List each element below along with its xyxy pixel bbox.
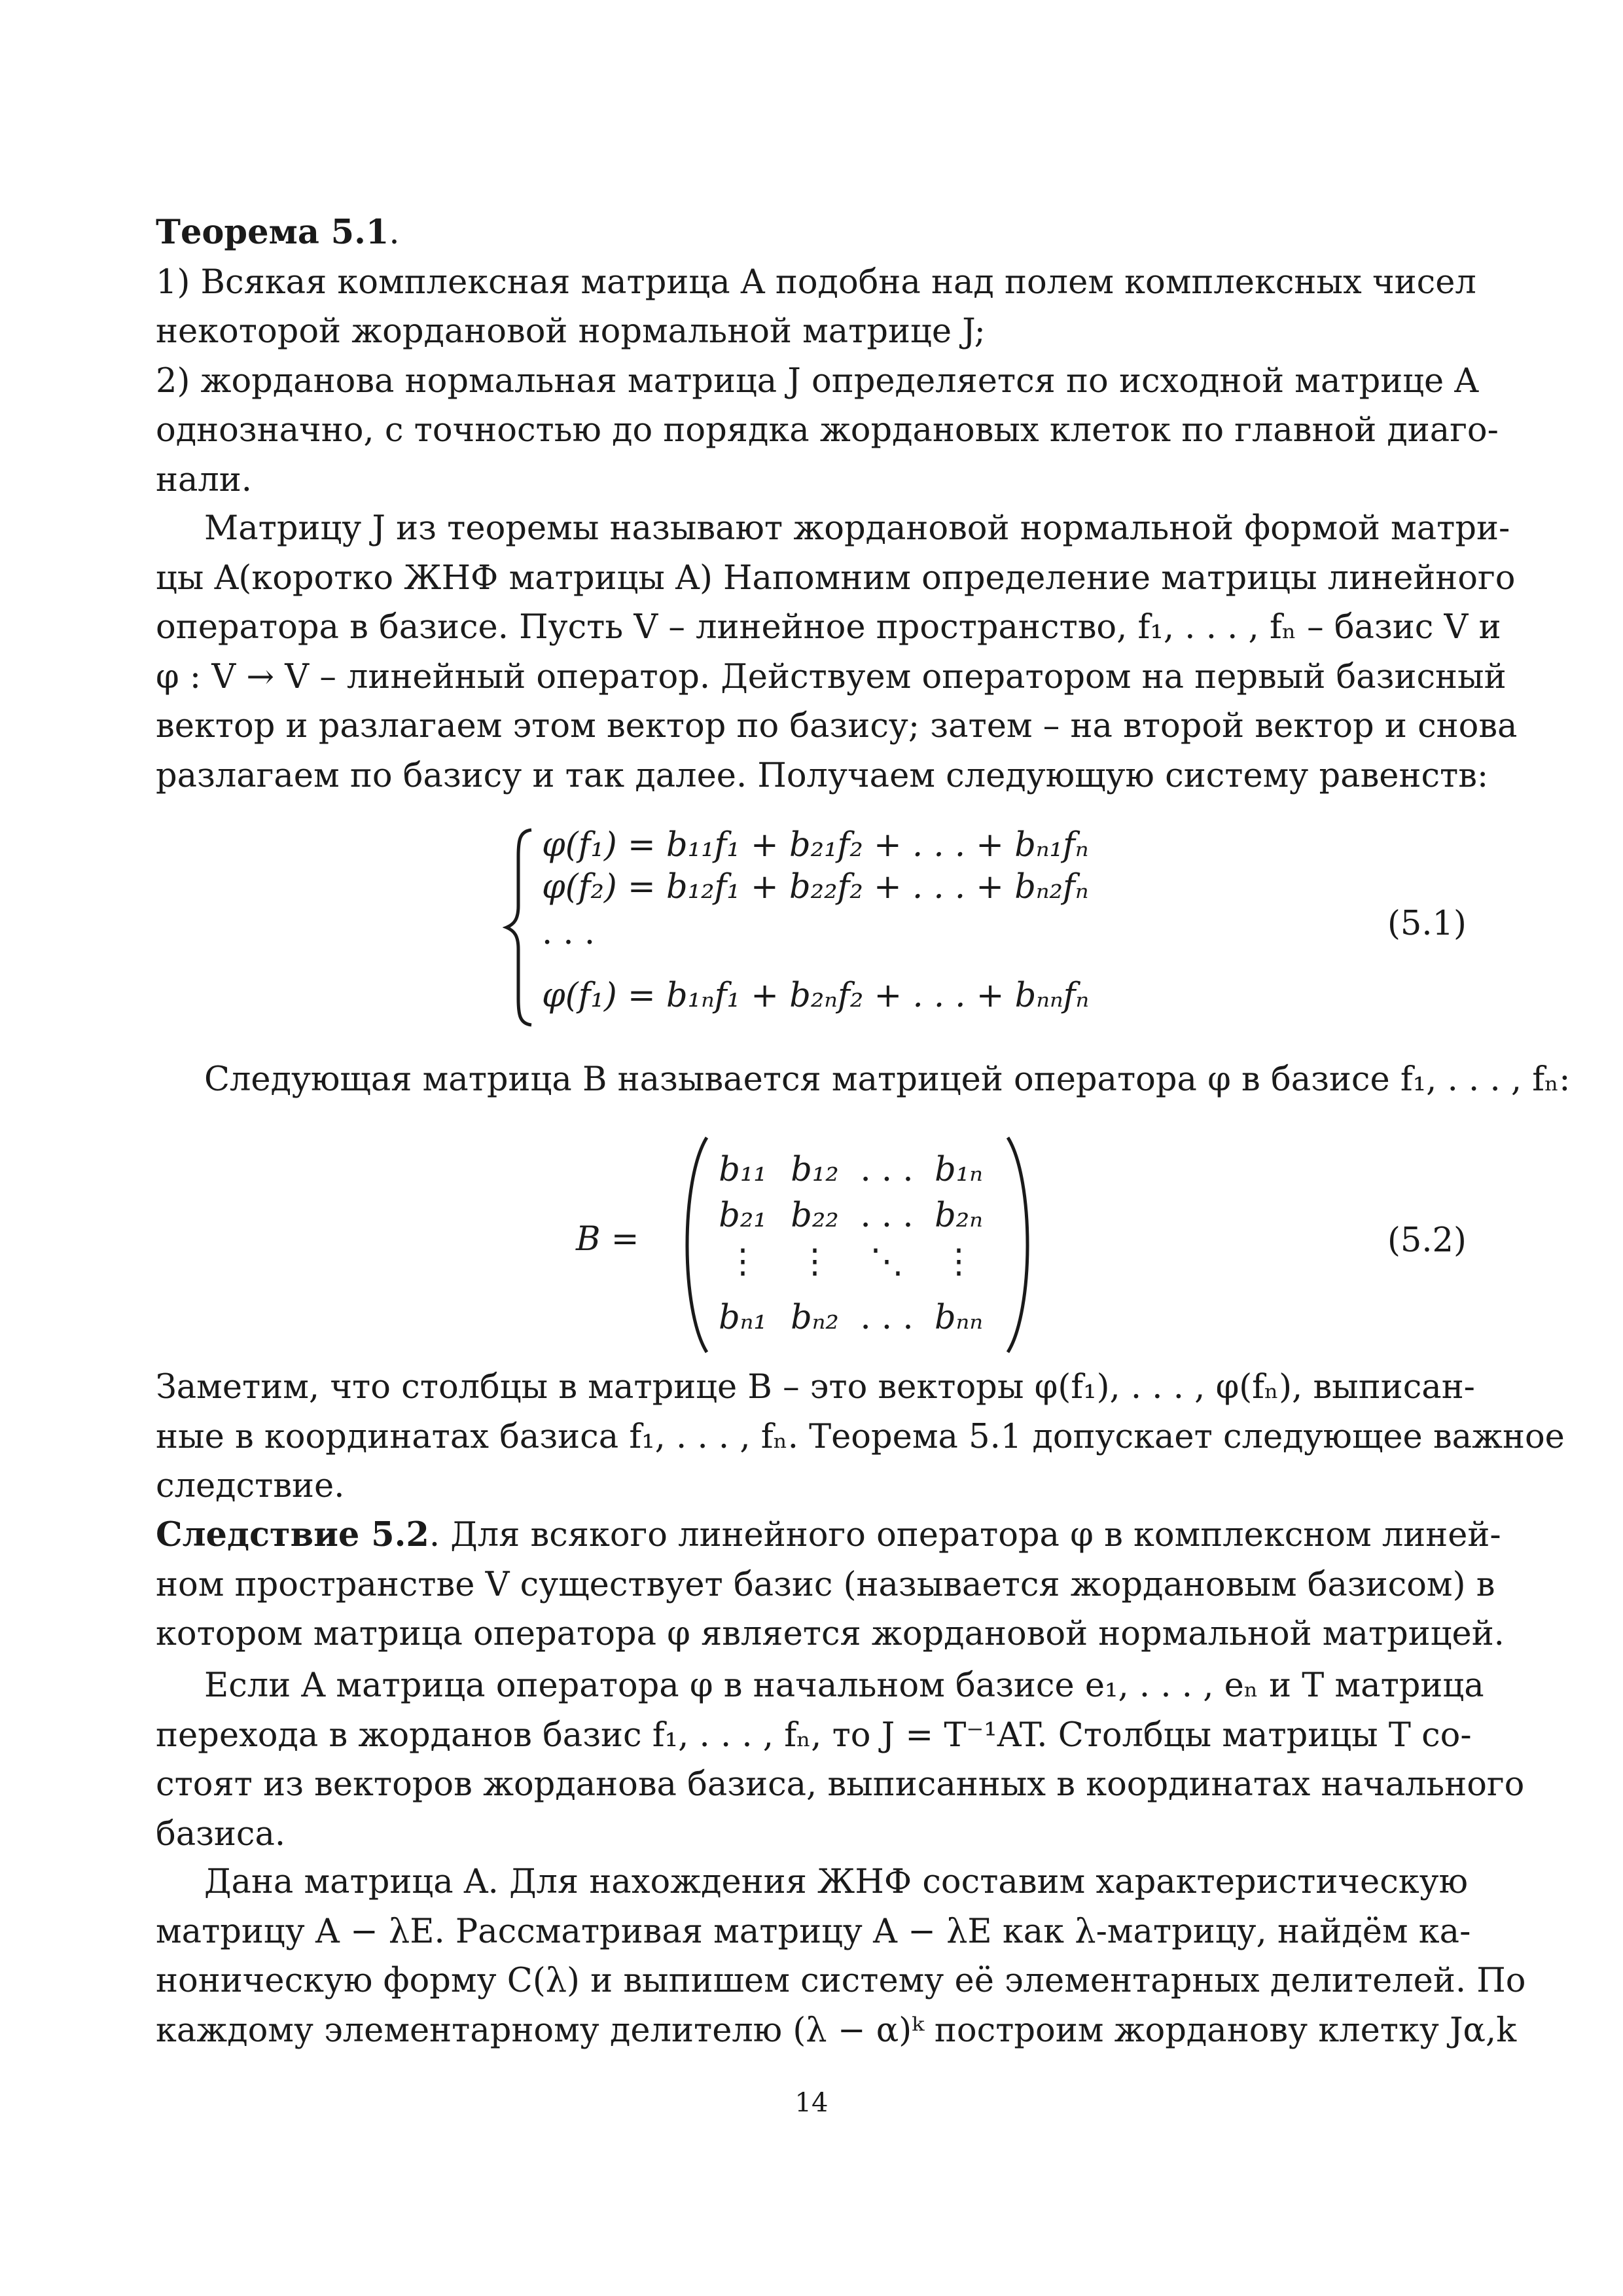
matrix-cell: b₁₁	[719, 1151, 767, 1189]
theorem-item2-line1: 2) жорданова нормальная матрица J определяется по исходной матрице A	[156, 361, 1479, 401]
corollary-title: Следствие 5.2	[156, 1515, 429, 1554]
theorem-item1-line2: некоторой жордановой нормальной матрице J;	[156, 312, 986, 351]
jnf-line4: φ : V → V – линейный оператор. Действуем оператором на первый базисный	[156, 657, 1507, 696]
algorithm-line4: каждому элементарному делителю (λ − α)ᵏ построим жорданову клетку Jα,k	[156, 2011, 1517, 2050]
matrix-cell: . . .	[860, 1299, 914, 1337]
matrix-cell: b₂ₙ	[935, 1196, 983, 1235]
jnf-line6: разлагаем по базису и так далее. Получаем следующую систему равенств:	[156, 756, 1489, 795]
paragraph-columns	[156, 1363, 1565, 1511]
theorem-block: Теорема 5.1. 1) Всякая комплексная матрица A подобна над полем комплексных чисел некоторой жордановой нормальной матрице J; 2) жорданова нормальная матрица J определяется по исходной матрице A однозначно, с точностью до порядка жордановых клеток по главной диаго- нали.	[156, 208, 1465, 505]
matrix-cell: ⋮	[942, 1242, 976, 1281]
columns-line3: следствие.	[156, 1467, 345, 1506]
equation-system-5-1	[503, 826, 1222, 1029]
corollary-block: Следствие 5.2. Для всякого линейного оператора φ в комплексном линей- ном пространстве V существует базис (называется жордановым базисом) в котором матрица оператора φ является жордановой нормальной матрицей.	[156, 1511, 1465, 1659]
page-number: 14	[794, 2088, 829, 2118]
theorem-title: Теорема 5.1	[156, 213, 389, 252]
transition-line2: перехода в жорданов базис f₁, . . . , fₙ, то J = T⁻¹AT. Столбцы матрицы T со-	[156, 1715, 1472, 1755]
transition-line1: Если A матрица оператора φ в начальном базисе e₁, . . . , eₙ и T матрица	[204, 1666, 1484, 1705]
matrix-cell: b₁₂	[791, 1151, 839, 1189]
matrix-cell: . . .	[860, 1151, 914, 1189]
right-paren	[1001, 1134, 1041, 1356]
equation-number-5-1: (5.1)	[1387, 905, 1467, 943]
matrix-lhs: B =	[576, 1220, 639, 1259]
columns-line2: ные в координатах базиса f₁, . . . , fₙ. Теорема 5.1 допускает следующее важное	[156, 1417, 1565, 1456]
paragraph-transition	[156, 1661, 1525, 1859]
algorithm-line1: Дана матрица A. Для нахождения ЖНФ составим характеристическую	[204, 1863, 1469, 1901]
columns-line1: Заметим, что столбцы в матрице B – это векторы φ(f₁), . . . , φ(fₙ), выписан-	[156, 1368, 1475, 1407]
jnf-line3: оператора в базисе. Пусть V – линейное пространство, f₁, . . . , fₙ – базис V и	[156, 608, 1501, 647]
matrix-5-2	[576, 1134, 1047, 1356]
matrix-cell: b₂₂	[791, 1196, 839, 1235]
theorem-item2-line3: нали.	[156, 460, 252, 499]
jnf-line2: цы A(коротко ЖНФ матрицы A) Напомним определение матрицы линейного	[156, 558, 1516, 598]
matrix-cell: bₙₙ	[935, 1299, 983, 1337]
algorithm-line3: ноническую форму C(λ) и выпишем систему её элементарных делителей. По	[156, 1962, 1526, 2001]
transition-line4: базиса.	[156, 1814, 286, 1854]
matrix-cell: ⋱	[870, 1242, 904, 1281]
algorithm-line2: матрицу A − λE. Рассматривая матрицу A − λE как λ-матрицу, найдём ка-	[156, 1912, 1471, 1951]
equation-number-5-2: (5.2)	[1387, 1221, 1467, 1260]
system-line-2: φ(f₂) = b₁₂f₁ + b₂₂f₂ + . . . + bₙ₂fₙ	[542, 868, 1089, 906]
matrix-intro: Следующая матрица B называется матрицей оператора φ в базисе f₁, . . . , fₙ:	[204, 1060, 1571, 1099]
theorem-item1-line1: 1) Всякая комплексная матрица A подобна над полем комплексных чисел	[156, 262, 1476, 302]
corollary-line3: котором матрица оператора φ является жордановой нормальной матрицей.	[156, 1615, 1505, 1654]
system-line-3: . . .	[542, 914, 596, 952]
matrix-cell: bₙ₂	[791, 1299, 839, 1337]
matrix-cell: bₙ₁	[719, 1299, 767, 1337]
paragraph-jnf	[156, 504, 1518, 801]
system-line-1: φ(f₁) = b₁₁f₁ + b₂₁f₂ + . . . + bₙ₁fₙ	[542, 826, 1089, 865]
matrix-cell: b₂₁	[719, 1196, 767, 1235]
corollary-line2: ном пространстве V существует базис (называется жордановым базисом) в	[156, 1565, 1495, 1604]
jnf-line5: вектор и разлагаем этом вектор по базису; затем – на второй вектор и снова	[156, 707, 1518, 746]
matrix-cell: . . .	[860, 1196, 914, 1235]
matrix-cell: b₁ₙ	[935, 1151, 983, 1189]
theorem-item2-line2: однозначно, с точностью до порядка жордановых клеток по главной диаго-	[156, 411, 1499, 450]
transition-line3: стоят из векторов жорданова базиса, выписанных в координатах начального	[156, 1765, 1525, 1804]
jnf-line1: Матрицу J из теоремы называют жордановой нормальной формой матри-	[204, 509, 1510, 548]
left-brace	[503, 827, 542, 1028]
matrix-cell: ⋮	[798, 1242, 832, 1281]
paragraph-algorithm	[156, 1857, 1526, 2055]
system-line-4: φ(f₁) = b₁ₙf₁ + b₂ₙf₂ + . . . + bₙₙfₙ	[542, 977, 1090, 1015]
matrix-cell: ⋮	[726, 1242, 760, 1281]
